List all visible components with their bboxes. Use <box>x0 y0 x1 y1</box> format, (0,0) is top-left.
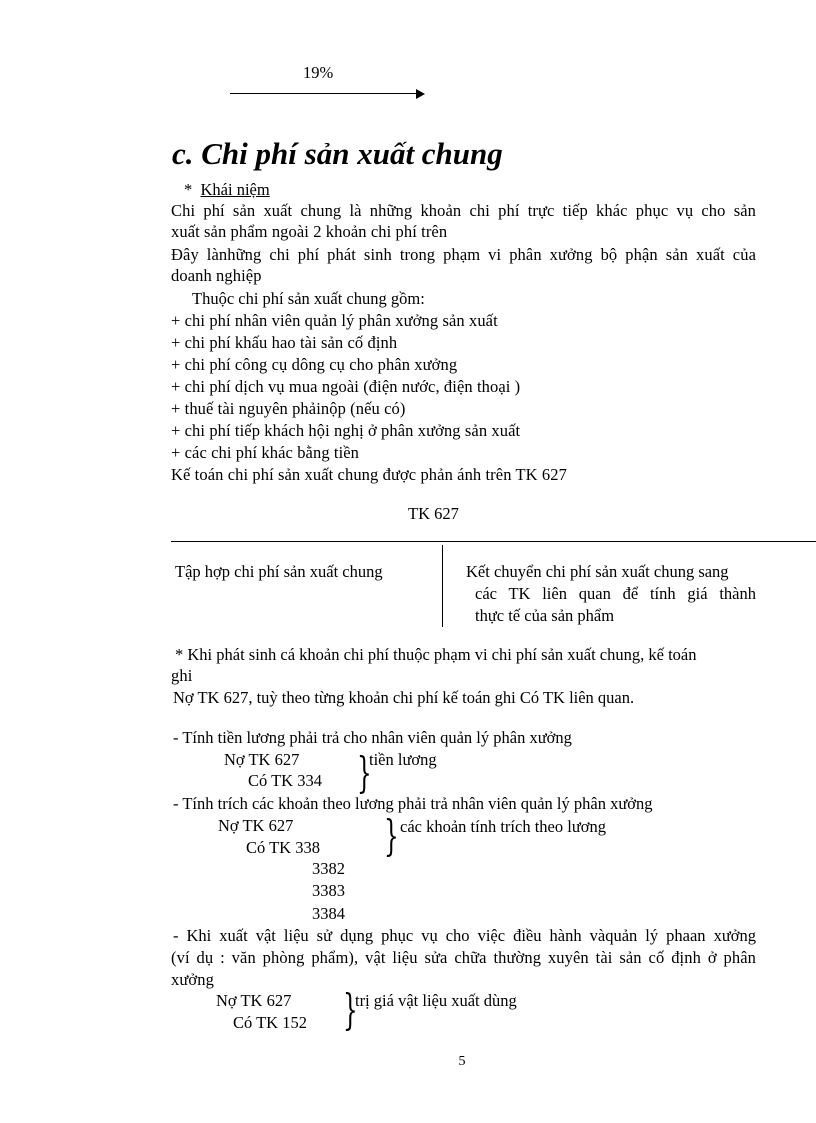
brace-icon: } <box>343 985 358 1034</box>
definition-line-3: Đây lànhững chi phí phát sinh trong phạm vi phân xưởng bộ phận sản xuất của <box>171 245 756 264</box>
entry2-sub-account: 3382 <box>312 859 345 878</box>
entry2-description: - Tính trích các khoản theo lương phải trả nhân viên quản lý phân xưởng <box>173 794 653 813</box>
occurrence-line-2: ghi <box>171 666 193 685</box>
definition-line-1: Chi phí sản xuất chung là những khoản chi phí trực tiếp khác phục vụ cho sản <box>171 201 756 220</box>
account-vertical-rule <box>442 545 443 627</box>
includes-title: Thuộc chi phí sản xuất chung gồm: <box>192 289 425 308</box>
account-title: TK 627 <box>408 504 459 523</box>
concept-bullet: * <box>184 180 193 199</box>
entry1-credit: Có TK 334 <box>248 771 322 790</box>
concept-line <box>184 180 270 200</box>
account-debit-side: Tập hợp chi phí sản xuất chung <box>175 562 383 581</box>
entry3-description-1: - Khi xuất vật liệu sử dụng phục vụ cho việc điều hành vàquản lý phaan xưởng <box>173 926 756 945</box>
list-item: + chi phí khấu hao tài sản cố định <box>171 333 398 352</box>
entry2-credit: Có TK 338 <box>246 838 320 857</box>
occurrence-line-3: Nợ TK 627, tuỳ theo từng khoản chi phí kế toán ghi Có TK liên quan. <box>173 688 635 707</box>
list-item: + chi phí dịch vụ mua ngoài (điện nước, điện thoại ) <box>171 377 521 396</box>
occurrence-line-1: * Khi phát sinh cá khoản chi phí thuộc phạm vi chi phí sản xuất chung, kế toán <box>175 645 697 664</box>
list-item: + chi phí công cụ dông cụ cho phân xưởng <box>171 355 458 374</box>
entry2-sub-account: 3383 <box>312 881 345 900</box>
entry2-sub-account: 3384 <box>312 904 345 923</box>
list-item: + các chi phí khác bằng tiền <box>171 443 360 462</box>
entry1-note: tiền lương <box>369 750 437 769</box>
entry2-note: các khoản tính trích theo lương <box>400 817 606 836</box>
arrow-line <box>230 93 418 94</box>
page-number: 5 <box>458 1054 466 1069</box>
brace-icon: } <box>357 748 372 797</box>
entry3-description-3: xưởng <box>171 970 214 989</box>
arrow-head-icon <box>416 89 425 99</box>
reflected-line: Kế toán chi phí sản xuất chung được phản ánh trên TK 627 <box>171 465 567 484</box>
entry1-description: - Tính tiền lương phải trả cho nhân viên quản lý phân xưởng <box>173 728 572 747</box>
list-item: + chi phí nhân viên quản lý phân xưởng sản xuất <box>171 311 498 330</box>
section-heading: c. Chi phí sản xuất chung <box>172 136 503 171</box>
account-credit-line-1: Kết chuyển chi phí sản xuất chung sang <box>466 562 729 581</box>
account-credit-line-2: các TK liên quan để tính giá thành <box>475 584 756 603</box>
entry1-debit: Nợ TK 627 <box>224 750 300 769</box>
entry3-description-2: (ví dụ : văn phòng phẩm), vật liệu sửa chữa thường xuyên tài sản cố định ở phân <box>171 948 756 967</box>
entry3-debit: Nợ TK 627 <box>216 991 292 1010</box>
definition-line-4: doanh nghiệp <box>171 266 262 285</box>
percent-label: 19% <box>303 63 334 82</box>
concept-title: Khái niệm <box>200 180 270 199</box>
account-credit-line-3: thực tế của sản phẩm <box>475 606 615 625</box>
entry2-debit: Nợ TK 627 <box>218 816 294 835</box>
entry3-note: trị giá vật liệu xuất dùng <box>355 991 517 1010</box>
entry3-credit: Có TK 152 <box>233 1013 307 1032</box>
account-horizontal-rule <box>171 541 816 542</box>
definition-line-2: xuất sản phẩm ngoài 2 khoản chi phí trên <box>171 222 448 241</box>
list-item: + thuế tài nguyên phảinộp (nếu có) <box>171 399 406 418</box>
brace-icon: } <box>384 811 399 860</box>
list-item: + chi phí tiếp khách hội nghị ở phân xưởng sản xuất <box>171 421 521 440</box>
